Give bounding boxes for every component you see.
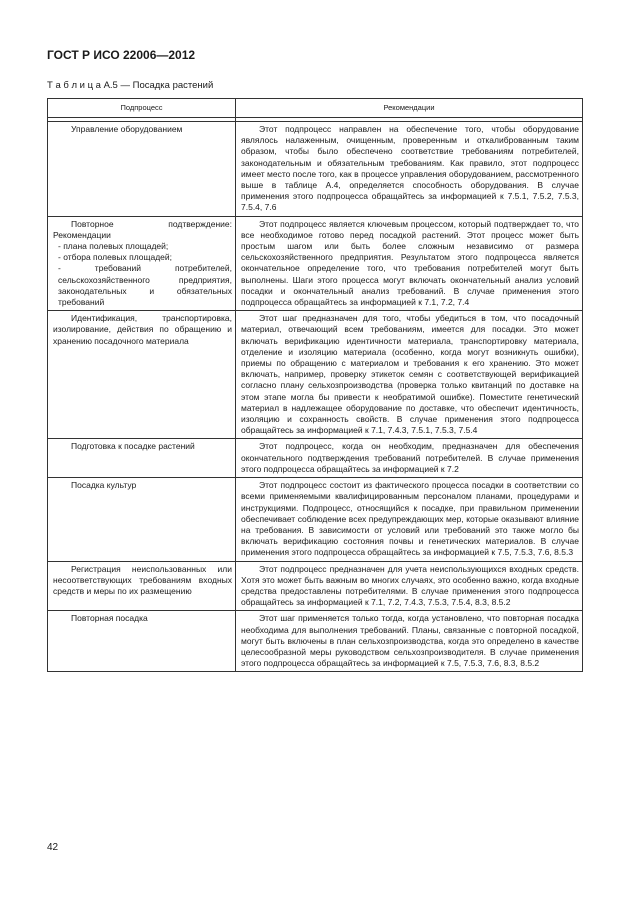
subprocess-cell <box>48 561 236 611</box>
recommendation-cell: Этот шаг применяется только тогда, когда установлено, что повторная посадка необходима для выполнения требований. Планы, связанные с повторной посадкой, могут быть включены в план сельхозпроизводства, когда это определено в качестве целесообразной меры руководством сельхозпроизводителя. В случае применения этого подпроцесса обращайтесь за информацией к 7.5, 7.5.3, 7.6, 8.3, 8.5.2 <box>236 611 583 672</box>
subprocess-cell <box>48 439 236 478</box>
table-row <box>48 122 583 217</box>
table-row <box>48 216 583 311</box>
subprocess-cell <box>48 611 236 672</box>
column-header-subprocess: Подпроцесс <box>48 99 236 118</box>
table-row <box>48 478 583 561</box>
subprocess-name: Управление оборудованием <box>71 124 183 134</box>
table-row <box>48 311 583 439</box>
recommendation-cell: Этот подпроцесс предназначен для учета неиспользующихся входных средств. Хотя это может быть важным во многих случаях, это особенно важно, когда входные средства предоставлены потребителями. В случае применения этого подпроцесса обращайтесь за информацией к 7.1, 7.2, 7.4.3, 7.5.3, 7.5.4, 8.3, 8.5.2 <box>236 561 583 611</box>
subprocess-cell <box>48 311 236 439</box>
subprocess-name: Регистрация неиспользованных или несоответствующих требованиям входных средств и меры по их размещению <box>53 563 232 596</box>
table-row <box>48 561 583 611</box>
subprocess-name: Повторная посадка <box>71 613 148 624</box>
subprocess-cell <box>48 478 236 561</box>
recommendation-cell: Этот шаг предназначен для того, чтобы убедиться в том, что посадочный материал, отвечающий всем требованиям, имеется для посадки. Это может включать верификацию идентичности материала, транспортировку материала, отделение и изоляцию материала (особенно, когда могут возникнуть ошибки), приемы по обращению с материалом и требования к его хранению. Это может включать, например, проверку этикеток семян с соответствующей верификацией согласно плану сельхозпроизводства (проверка только квитанций по доставке на этом этапе могла бы привести к необратимой ошибке). Поместите генетический материал в надлежащее оборудование по доставке, что обеспечит идентичность, изоляцию и сохранность свойств. В случае применения этого подпроцесса обращайтесь за информацией к 7.1, 7.4.3, 7.5.1, 7.5.3, 7.5.4 <box>236 311 583 439</box>
subprocess-table <box>47 98 583 672</box>
subprocess-name: Повторное подтверждение: Рекомендации <box>53 218 232 240</box>
recommendation-cell: Этот подпроцесс является ключевым процессом, который подтверждает то, что все необходимое готово перед посадкой растений. Этот процесс может быть простым шагом или быть более сложным независимо от размера сельскохозяйственного предприятия. Результатом этого подпроцесса является окончательное определение того, что требования потребителей могут быть выполнены. Шаги этого процесса могут включать окончательный анализ условий посадки и окончательный анализ требований. В случае применения этого подпроцесса обращайтесь за информацией к 7.1, 7.2, 7.4 <box>236 216 583 311</box>
page-number: 42 <box>47 842 59 853</box>
subprocess-subitem: - отбора полевых площадей; <box>58 252 173 263</box>
table-row <box>48 611 583 672</box>
subprocess-name: Идентификация, транспортировка, изолирование, действия по обращению и хранению посадочного материала <box>53 313 232 346</box>
subprocess-name: Подготовка к посадке растений <box>71 441 195 452</box>
subprocess-subitem: - требований потребителей, сельскохозяйственного предприятия, законодательных и обязательных требований <box>58 263 232 308</box>
subprocess-subitem: - плана полевых площадей; <box>58 241 169 252</box>
column-header-recommendations: Рекомендации <box>236 99 583 118</box>
table-title: Т а б л и ц а А.5 — Посадка растений <box>47 80 214 91</box>
subprocess-cell <box>48 122 236 217</box>
subprocess-cell <box>48 216 236 311</box>
standard-code: ГОСТ Р ИСО 22006—2012 <box>47 48 196 62</box>
subprocess-name: Посадка культур <box>71 480 137 491</box>
recommendation-cell: Этот подпроцесс направлен на обеспечение того, чтобы оборудование являлось налаженным, очищенным, проверенным и откалиброванным таким образом, чтобы было обеспечено соответствие требованиям потребителей, законодательным и обязательным требованиям. Как правило, этот подпроцесс имеет место после того, как в процессе управления оборудованием, рассмотренного выше в таблице А.4, определяется способность оборудования. В случае применения этого подпроцесса обращайтесь за информацией к 7.5.1, 7.5.2, 7.5.3, 7.5.4, 7.6 <box>236 122 583 217</box>
recommendation-cell: Этот подпроцесс, когда он необходим, предназначен для обеспечения окончательного подтверждения требований потребителей. В случае применения этого подпроцесса обращайтесь за информацией к 7.2 <box>236 439 583 478</box>
recommendation-cell: Этот подпроцесс состоит из фактического процесса посадки в соответствии со всеми применяемыми квалифицированным персоналом планами, процедурами и инструкциями. Подпроцесс, относящийся к посадке, при правильном применении обеспечивает соблюдение всех предупреждающих мер, которые оказывают влияние на требования. В зависимости от условий или требований это также могло бы включать верификацию состояния почвы и генетических материалов. В случае применения этого подпроцесса обращайтесь за информацией к 7.5, 7.5.3, 7.6, 8.5.3 <box>236 478 583 561</box>
table-row <box>48 439 583 478</box>
